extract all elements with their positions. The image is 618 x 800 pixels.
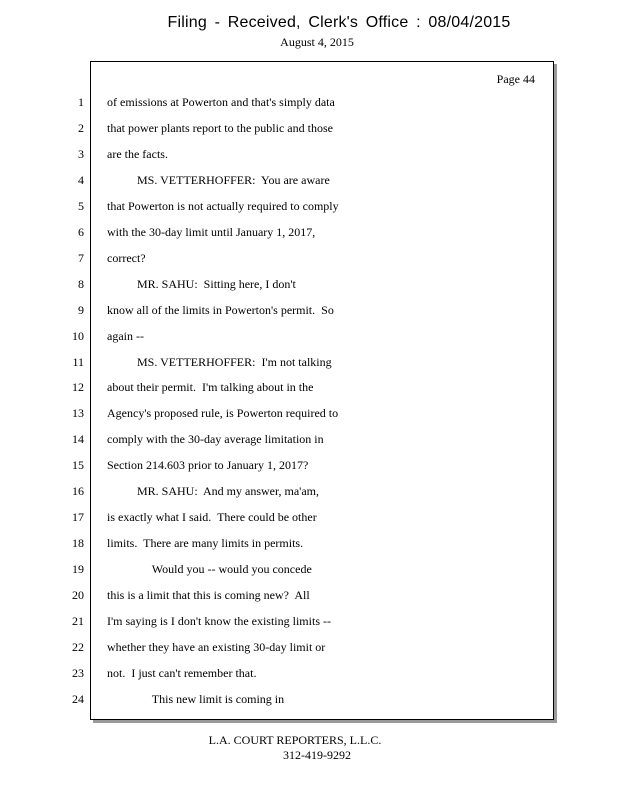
- transcript-line: MR. SAHU: And my answer, ma'am,: [107, 484, 320, 498]
- line-number: 11: [72, 355, 84, 369]
- filing-stamp: Filing - Received, Clerk's Office : 08/04/2015: [167, 14, 511, 31]
- transcript-line: Agency's proposed rule, is Powerton required to: [107, 406, 339, 420]
- transcript-line: is exactly what I said. There could be other: [107, 510, 317, 524]
- transcript-line: that Powerton is not actually required to comply: [107, 199, 339, 213]
- transcript-line: are the facts.: [107, 147, 168, 161]
- line-number: 22: [72, 640, 84, 654]
- transcript-line: of emissions at Powerton and that's simply data: [107, 95, 335, 109]
- page-number: Page 44: [496, 72, 535, 86]
- transcript-line: MR. SAHU: Sitting here, I don't: [107, 277, 296, 291]
- transcript-line: that power plants report to the public and those: [107, 121, 333, 135]
- line-number: 2: [78, 121, 84, 135]
- transcript-line: MS. VETTERHOFFER: You are aware: [107, 173, 330, 187]
- transcript-line: with the 30-day limit until January 1, 2017,: [107, 225, 316, 239]
- transcript-line: correct?: [107, 251, 146, 265]
- line-number: 15: [72, 458, 84, 472]
- line-number: 20: [72, 588, 84, 602]
- line-number: 10: [72, 329, 84, 343]
- transcript-line: whether they have an existing 30-day limit or: [107, 640, 326, 654]
- transcript-line: comply with the 30-day average limitation in: [107, 432, 324, 446]
- transcript-line: again --: [107, 329, 144, 343]
- line-number: 23: [72, 666, 84, 680]
- line-number: 4: [78, 173, 84, 187]
- transcript-line: Would you -- would you concede: [107, 562, 312, 576]
- line-number: 14: [72, 432, 84, 446]
- line-number: 12: [72, 380, 84, 394]
- line-number: 7: [78, 251, 84, 265]
- transcript-line: Section 214.603 prior to January 1, 2017?: [107, 458, 309, 472]
- line-number: 13: [72, 406, 84, 420]
- line-number: 3: [78, 147, 84, 161]
- line-number: 9: [78, 303, 84, 317]
- line-number: 6: [78, 225, 84, 239]
- footer-phone: 312-419-9292: [283, 748, 351, 762]
- transcript-line: I'm saying is I don't know the existing limits --: [107, 614, 331, 628]
- line-number: 18: [72, 536, 84, 550]
- transcript-line: MS. VETTERHOFFER: I'm not talking: [107, 355, 332, 369]
- transcript-line: limits. There are many limits in permits.: [107, 536, 304, 550]
- footer-company: L.A. COURT REPORTERS, L.L.C.: [208, 733, 382, 747]
- filing-date: August 4, 2015: [280, 35, 354, 49]
- transcript-line: not. I just can't remember that.: [107, 666, 257, 680]
- transcript-line: This new limit is coming in: [107, 692, 285, 706]
- line-number: 16: [72, 484, 84, 498]
- transcript-line: about their permit. I'm talking about in the: [107, 380, 314, 394]
- line-number: 17: [72, 510, 84, 524]
- line-number: 1: [78, 95, 84, 109]
- line-number: 8: [78, 277, 84, 291]
- transcript-line: know all of the limits in Powerton's permit. So: [107, 303, 334, 317]
- line-number: 24: [72, 692, 84, 706]
- transcript-line: this is a limit that this is coming new? All: [107, 588, 310, 602]
- line-number: 21: [72, 614, 84, 628]
- line-number: 5: [78, 199, 84, 213]
- line-number: 19: [72, 562, 84, 576]
